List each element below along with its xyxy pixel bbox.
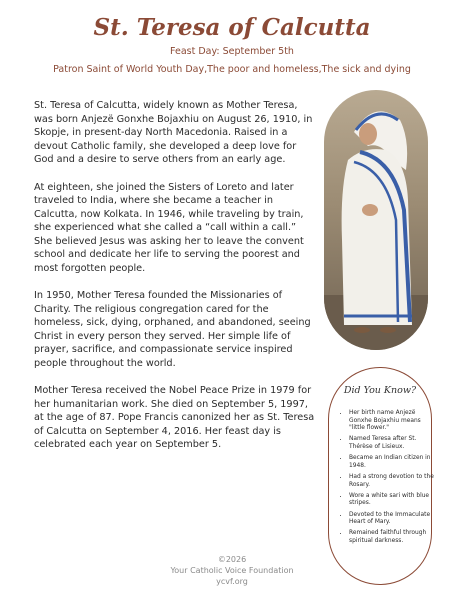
- website-link[interactable]: ycvf.org: [216, 577, 248, 586]
- right-foot: [380, 327, 396, 333]
- biography: [34, 99, 316, 466]
- fact-item: • Became an Indian citizen in 1948.: [349, 455, 435, 470]
- paragraph-birth: St. Teresa of Calcutta, widely known as Mother Teresa, was born Anjezë Gonxhe Bojaxhiu on August 26, 1910, in Skopje, in present-day North Macedonia. Raised in a devout Catholic family, she developed a deep love for God and a desire to serve others from an early age.: [34, 100, 313, 165]
- fact-item: • Devoted to the Immaculate Heart of Mary.: [349, 512, 435, 527]
- organization-name: Your Catholic Voice Foundation: [170, 566, 294, 575]
- fact-item: • Had a strong devotion to the Rosary.: [349, 474, 435, 489]
- did-you-know-list: [339, 410, 435, 549]
- copyright: ©2026: [217, 555, 247, 564]
- fact-item: • Wore a white sari with blue stripes.: [349, 493, 435, 508]
- did-you-know-title: Did You Know?: [343, 385, 417, 396]
- paragraph-nobel: Mother Teresa received the Nobel Peace Prize in 1979 for her humanitarian work. She died on September 5, 1997, at the age of 87. Pope Francis canonized her as St. Teresa of Calcutta on September 4, 2016. Her feast day is celebrated each year on September 5.: [34, 385, 315, 450]
- feast-day: Feast Day: September 5th: [170, 46, 294, 57]
- portrait-illustration: [324, 90, 428, 350]
- did-you-know-box: [328, 367, 432, 585]
- paragraph-missionaries: In 1950, Mother Teresa founded the Missionaries of Charity. The religious congregation cared for the homeless, sick, dying, orphaned, and abandoned, seeing Christ in every person they served. Her simple life of prayer, sacrifice, and compassionate service inspired people throughout the world.: [34, 290, 311, 369]
- fact-item: • Remained faithful through spiritual darkness.: [349, 530, 435, 545]
- patron-line: Patron Saint of World Youth Day,The poor and homeless,The sick and dying: [53, 64, 411, 75]
- footer: [0, 554, 464, 587]
- hands-shape: [362, 204, 378, 216]
- face-shape: [359, 123, 377, 145]
- fact-item: • Named Teresa after St. Thérèse of Lisieux.: [349, 436, 435, 451]
- page-title: St. Teresa of Calcutta: [93, 14, 371, 41]
- left-foot: [354, 327, 370, 333]
- paragraph-calling: At eighteen, she joined the Sisters of Loreto and later traveled to India, where she became a teacher in Calcutta, now Kolkata. In 1946, while traveling by train, she experienced what she called a “call within a call.” She believed Jesus was asking her to leave the convent school and dedicate her life to serving the poorest and most forgotten people.: [34, 181, 304, 274]
- fact-item: • Her birth name Anjezë Gonxhe Bojaxhiu means "little flower.": [349, 410, 435, 433]
- saint-portrait: [324, 90, 428, 350]
